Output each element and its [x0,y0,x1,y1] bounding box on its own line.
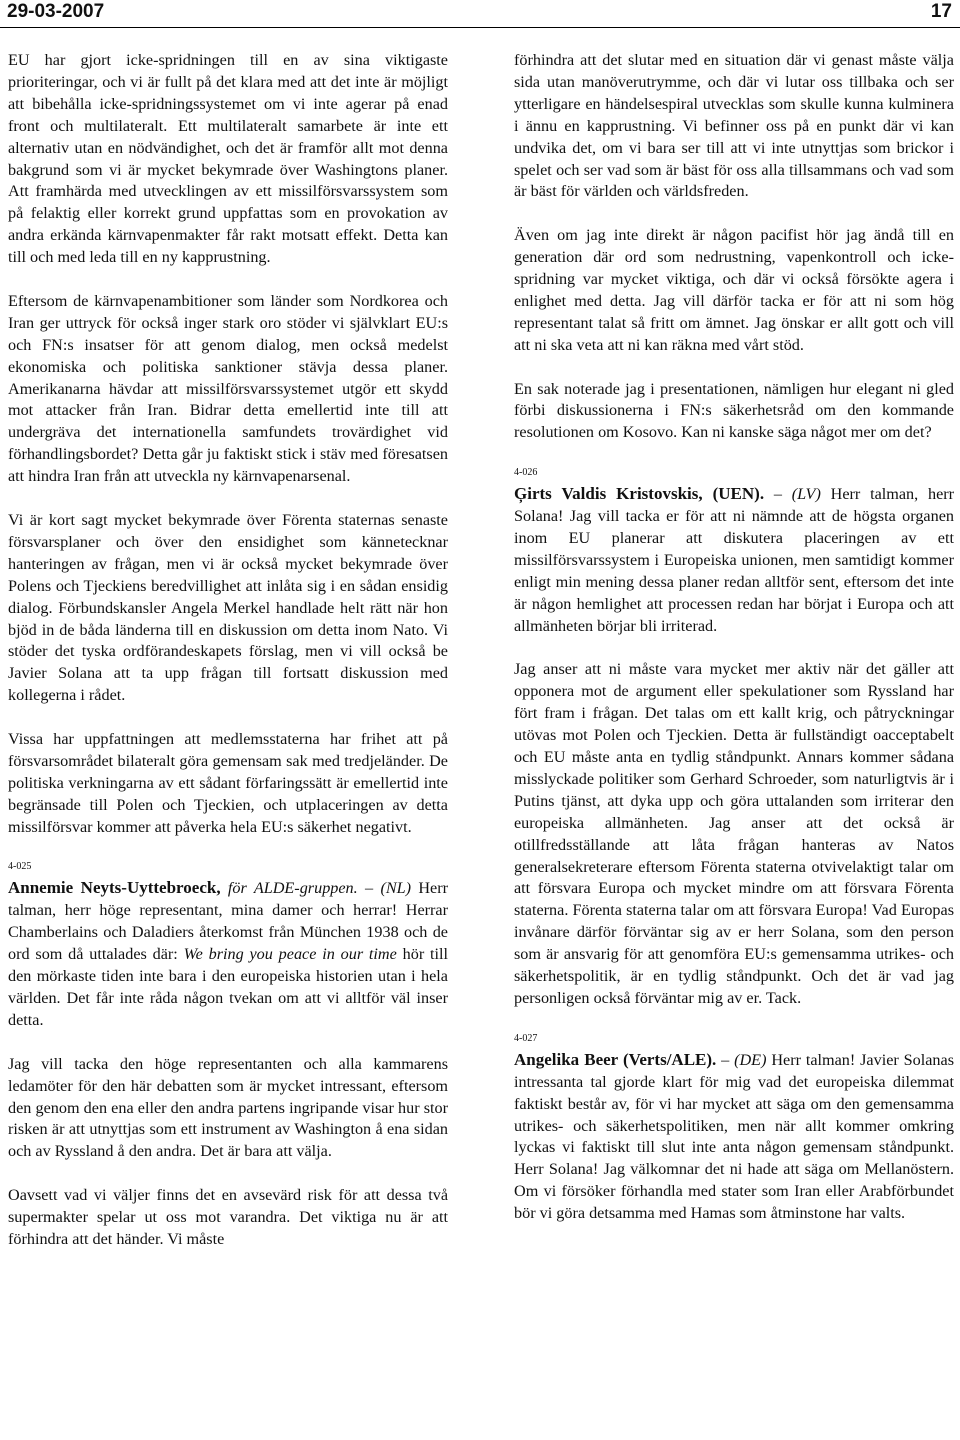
paragraph: EU har gjort icke-spridningen till en av sina viktigaste prioriteringar, och vi är fullt på det klara med att det inte är möjligt att bibehålla icke-spridningssystemet om vi inte agerar på enad front och multilateralt. Ett multilateralt samarbete är inte ett alternativ utan en nödvändighet, och det är framför allt mot denna bakgrund som vi är mycket bekymrade över Washingtons planer. Att framhärda med utvecklingen av ett missilförsvarssystem som på felaktig eller korrekt grund uppfattas som en provokation av andra erkända kärnvapenmakter får rakt motsatt effekt. Detta kan till och med leda till en ny kapprustning. [8,51,448,267]
paragraph: Även om jag inte direkt är någon pacifist hör jag ändå till en generation där ord som nedrustning, vapenkontroll och icke-spridning var mycket viktiga, och där vi också försökte agera i enlighet med detta. Jag vill därför tacka er för att ni som hög representant talat så fritt om ämnet. Jag önskar er allt gott och vill att ni ska veta att ni kan räkna med vårt stöd. [514,226,954,354]
speaker-name: Ģirts Valdis Kristovskis, (UEN). [514,484,765,504]
speech-marker: 4-026 [514,467,538,479]
paragraph: Jag anser att ni måste vara mycket mer aktiv när det gäller att opponera mot de argument eller spekulationer som Ryssland har fört fram i frågan. Det talas om ett kallt krig, och påtryckningar utövas mot Polen och Tjeckien. Detta är fullständigt oacceptabelt och EU måste anta en tydlig ståndpunkt. Annars kommer sådana misslyckade politiker som Gerhard Schroeder, som naturligtvis är i Putins tjänst, att dyka upp och göra uttalanden som irriterar den europeiska allmänheten. Jag anser att det också är otillfredsställande att låta frågan hanteras av Natos generalsekreterare eftersom Förenta staterna otvivelaktigt talar om att försvara Europa och mycket mindre om att försvara Förenta staterna. Förenta staterna talar om att försvara Europa! Vad Europas invånare därför förväntar sig av er herr Solana, som den person som är ansvarig för att genomföra EU:s gemensamma utrikes- och säkerhetspolitik, är en tydlig ståndpunkt. Och det är vad jag personligen också förväntar mig av er. Tack. [514,660,954,1007]
speech-paragraph [514,1049,954,1225]
speech-text: hör till den mörkaste tiden inte bara i den europeiska historien utan i hela världen. Det får inte råda någon tvekan om att vi alltför väl inser detta. [8,945,449,1029]
speaker-group: – (LV) [773,485,821,504]
paragraph: förhindra att det slutar med en situation där vi genast måste välja sida utan manöverutrymme, och där vi lutar oss tillbaka och ser ytterligare en händelsespiral utvecklas som skulle kunna kulminera i ännu en kapprustning. Vi befinner oss på en punkt där vi kan undvika det, om vi bara ser till att vi inte utnyttjas som brickor i spelet och ser vad som är bäst för oss alla tillsammans och vad som är bäst för världen och världsfreden. [514,51,954,201]
speech-marker: 4-025 [8,861,32,873]
speaker-name: Angelika Beer (Verts/ALE). [514,1049,717,1069]
paragraph: En sak noterade jag i presentationen, nämligen hur elegant ni gled förbi diskussionerna i FN:s säkerhetsråd om den kommande resolutionen om Kosovo. Kan ni kanske säga något mer om det? [514,379,954,442]
speaker-group: för ALDE-gruppen. – (NL) [227,879,412,898]
right-column [514,50,954,1225]
speech-paragraph [514,483,954,637]
paragraph: Jag vill tacka den höge representanten och alla kammarens ledamöter för den här debatten som är mycket intressant, eftersom den genom den ena eller den andra partens ingripande visar hur stor risken är att utnyttjas som ett instrument av Washington å ena sidan och av Ryssland å den andra. Det är bara att välja. [8,1054,448,1161]
page-header [0,0,960,28]
speech-marker: 4-027 [514,1032,538,1044]
speech-text: Herr talman, herr Solana! Jag vill tacka er för att ni nämnde att de högsta organen inom EU planerar att diskutera placeringen av ett missilförsvarssystem i Europeiska unionen, men samtidigt kommer enligt min mening dessa planer redan alltför sent, eftersom det inte är någon hemlighet att processen redan har börjat i Europa och att allmänheten börjar bli irriterad. [514,485,955,635]
paragraph: Eftersom de kärnvapenambitioner som länder som Nordkorea och Iran ger uttryck för också inger stark oro stöder vi självklart EU:s och FN:s insatser för att genom dialog, men också medelst ekonomiska och politiska sanktioner stävja dessa planer. Amerikanarna hävdar att missilförsvarssystemet utgör ett skydd mot attacker från Iran. Bidrar detta emellertid inte till att undergräva det internationella samfundets trovärdighet vid förhandlingsbordet? Detta går ju faktiskt stick i stäv med föresatsen att hindra Iran från att utveckla ny kärnvapenarsenal. [8,291,448,486]
paragraph: Oavsett vad vi väljer finns det en avsevärd risk för att dessa två supermakter spelar ut oss mot varandra. Det viktiga nu är att förhindra att det händer. Vi måste [8,1186,448,1248]
quote-text: We bring you peace in our time [183,945,397,964]
header-date: 29-03-2007 [7,1,105,22]
paragraph: Vissa har uppfattningen att medlemsstaterna har frihet att på försvarsområdet bilateralt göra gemensam sak med tredjeländer. De politiska verkningarna av ett sådant förfaringssätt är emellertid inte begränsade till Polen och Tjeckien, och utplaceringen av detta missilförsvar kommer att påverka hela EU:s säkerhet negativt. [8,730,448,836]
speaker-name: Annemie Neyts-Uyttebroeck, [8,878,221,898]
speech-text: Herr talman, herr höge representant, mina damer och herrar! Herrar Chamberlains och Daladiers återkomst från München 1938 och de ord som då uttalades där: [8,879,449,964]
page-number: 17 [930,1,952,22]
speech-text: Herr talman! Javier Solanas intressanta tal gjorde klart för mig vad det europeiska dilemmat faktiskt består av, för vi har mycket att säga om den gemensamma utrikes- och säkerhetspolitiken, men när allt kommer omkring lyckas vi faktiskt till slut inte anta någon gemensam ståndpunkt. Herr Solana! Jag välkomnar det ni hade att säga om Mellanöstern. Om vi försöker förhandla med stater som Iran eller Arabförbundet bör vi göra detsamma med Hamas som åtminstone har valts. [514,1050,954,1223]
speaker-group: – (DE) [721,1050,767,1069]
paragraph: Vi är kort sagt mycket bekymrade över Förenta staternas senaste försvarsplaner och över den ensidighet som kännetecknar hanteringen av frågan, men vi är också mycket bekymrade över Polens och Tjeckiens beredvillighet att inlåta sig i en sådan ensidig dialog. Förbundskansler Angela Merkel handlade helt rätt när hon bjöd in de båda länderna till en diskussion om detta inom Nato. Vi stöder det tyska ordförandeskapets förslag, men vi vill också be Javier Solana att ta upp frågan till fortsatt diskussion med kollegerna i rådet. [8,511,448,705]
left-column [8,50,448,1251]
speech-paragraph [8,877,448,1031]
